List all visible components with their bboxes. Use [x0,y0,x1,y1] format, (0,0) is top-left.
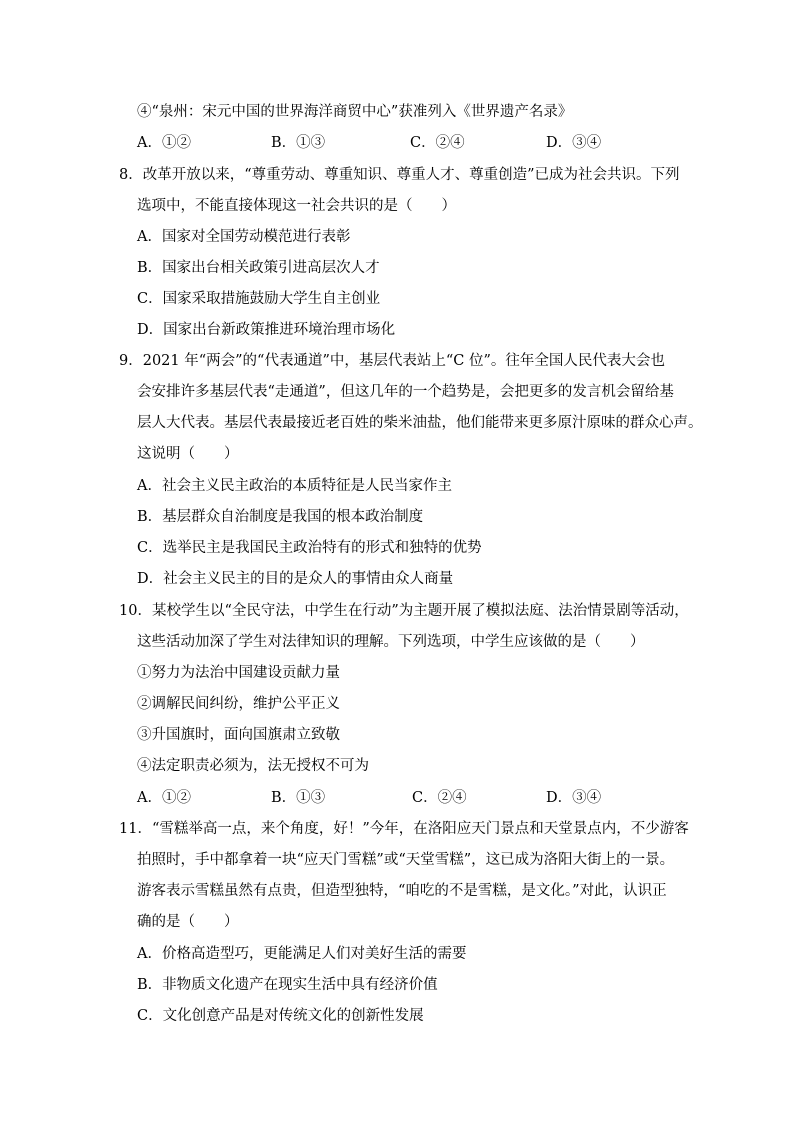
q10-item-3: ③升国旗时，面向国旗肃立致敬 [137,727,340,743]
q7-item-4: ④“泉州：宋元中国的世界海洋商贸中心”获准列入《世界遗产名录》 [137,104,573,120]
q8-option-d: D．国家出台新政策推进环境治理市场化 [137,322,396,338]
q9-option-a: A．社会主义民主政治的本质特征是人民当家作主 [137,478,452,494]
q9-stem-line-1: 9．2021 年“两会”的“代表通道”中，基层代表站上“C 位”。往年全国人民代表大会也 [119,353,665,369]
q9-option-d: D．社会主义民主的目的是众人的事情由众人商量 [137,571,454,587]
q10-options [137,788,697,808]
q11-option-c: C．文化创意产品是对传统文化的创新性发展 [137,1008,424,1024]
q9-stem-line-4: 这说明（ ） [137,446,239,462]
q8-stem-line-1: 8．改革开放以来，“尊重劳动、尊重知识、尊重人才、尊重创造”已成为社会共识。下列 [119,167,680,183]
q10-option-d: D．③④ [546,790,602,806]
q9-stem-line-2: 会安排许多基层代表“走通道”，但这几年的一个趋势是，会把更多的发言机会留给基 [137,384,674,400]
q11-stem-line-4: 确的是（ ） [137,914,239,930]
q9-option-b: B．基层群众自治制度是我国的根本政治制度 [137,509,424,525]
q7-options [137,133,697,153]
q8-option-a: A．国家对全国劳动模范进行表彰 [137,229,351,245]
q11-stem-line-2: 拍照时，手中都拿着一块“应天门雪糕”或“天堂雪糕”，这已成为洛阳大街上的一景。 [137,852,675,868]
q10-option-b: B．①③ [271,790,326,806]
q7-option-b: B．①③ [271,135,326,151]
q10-item-1: ①努力为法治中国建设贡献力量 [137,665,340,681]
q9-option-c: C．选举民主是我国民主政治特有的形式和独特的优势 [137,540,482,556]
q7-option-d: D．③④ [546,135,602,151]
q11-option-a: A．价格高造型巧，更能满足人们对美好生活的需要 [137,946,467,962]
q10-option-a: A．①② [137,790,191,806]
q10-stem-line-2: 这些活动加深了学生对法律知识的理解。下列选项，中学生应该做的是（ ） [137,634,645,650]
q10-item-4: ④法定职责必须为，法无授权不可为 [137,758,369,774]
q7-option-a: A．①② [137,135,191,151]
q9-stem-line-3: 层人大代表。基层代表最接近老百姓的柴米油盐，他们能带来更多原汁原味的群众心声。 [137,415,703,431]
q7-option-c: C．②④ [410,135,465,151]
q11-stem-line-1: 11．“雪糕举高一点，来个角度，好！”今年，在洛阳应天门景点和天堂景点内，不少游客 [119,821,689,837]
q11-stem-line-3: 游客表示雪糕虽然有点贵，但造型独特，“咱吃的不是雪糕，是文化。”对此，认识正 [137,883,667,899]
q8-option-b: B．国家出台相关政策引进高层次人才 [137,260,380,276]
q11-option-b: B．非物质文化遗产在现实生活中具有经济价值 [137,977,438,993]
q8-option-c: C．国家采取措施鼓励大学生自主创业 [137,291,381,307]
q10-item-2: ②调解民间纠纷，维护公平正义 [137,696,340,712]
q10-stem-line-1: 10．某校学生以“全民守法，中学生在行动”为主题开展了模拟法庭、法治情景剧等活动， [119,603,689,619]
q10-option-c: C．②④ [412,790,467,806]
q8-stem-line-2: 选项中，不能直接体现这一社会共识的是（ ） [137,198,456,214]
